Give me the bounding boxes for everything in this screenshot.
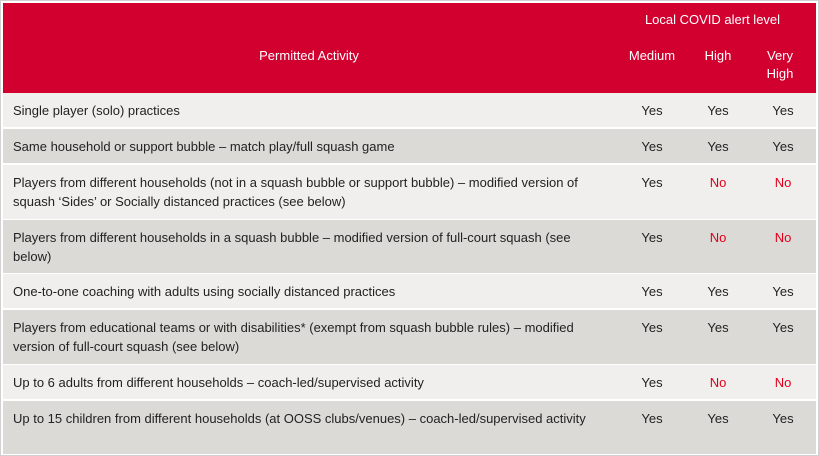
activity-description: Up to 6 adults from different households – coach-led/supervised activity — [13, 375, 424, 390]
medium-value: Yes — [641, 375, 663, 390]
very-high-value: Yes — [772, 139, 794, 154]
table-header — [3, 3, 816, 93]
high-value: No — [709, 375, 727, 390]
level-medium-heading: Medium — [628, 48, 676, 63]
table-row — [3, 401, 816, 454]
high-value: Yes — [707, 320, 729, 335]
activity-description: Players from different households in a squash bubble – modified version of full-court squash (see below) — [13, 230, 571, 264]
very-high-value: No — [774, 230, 792, 245]
activity-description: Single player (solo) practices — [13, 103, 180, 118]
very-high-value: Yes — [772, 320, 794, 335]
very-high-value: No — [774, 175, 792, 190]
table-row — [3, 93, 816, 127]
medium-value: Yes — [641, 284, 663, 299]
medium-value: Yes — [641, 175, 663, 190]
table-row — [3, 220, 816, 273]
high-value: Yes — [707, 139, 729, 154]
activity-description: One-to-one coaching with adults using socially distanced practices — [13, 284, 396, 299]
level-high-heading: High — [704, 48, 732, 63]
permitted-activity-heading: Permitted Activity — [259, 48, 359, 63]
high-value: Yes — [707, 411, 729, 426]
high-value: Yes — [707, 103, 729, 118]
high-value: No — [709, 175, 727, 190]
very-high-value: Yes — [772, 284, 794, 299]
alert-level-group-title: Local COVID alert level — [644, 12, 781, 27]
very-high-value: Yes — [772, 103, 794, 118]
table-row — [3, 165, 816, 219]
table-row — [3, 129, 816, 163]
table-row — [3, 365, 816, 399]
medium-value: Yes — [641, 230, 663, 245]
activity-description: Same household or support bubble – match play/full squash game — [13, 139, 395, 154]
high-value: Yes — [707, 284, 729, 299]
table-row — [3, 274, 816, 308]
activity-description: Up to 15 children from different households (at OOSS clubs/venues) – coach-led/supervised activity — [13, 411, 586, 426]
medium-value: Yes — [641, 411, 663, 426]
very-high-value: No — [774, 375, 792, 390]
activity-description: Players from different households (not in a squash bubble or support bubble) – modified version of squash ‘Sides’ or Socially distanced practices (see below) — [13, 175, 578, 209]
activity-description: Players from educational teams or with disabilities* (exempt from squash bubble rules) – modified version of full-court squash (see below) — [13, 320, 574, 354]
medium-value: Yes — [641, 139, 663, 154]
high-value: No — [709, 230, 727, 245]
level-very-high-heading: Very High — [766, 48, 794, 81]
table-row — [3, 310, 816, 364]
medium-value: Yes — [641, 320, 663, 335]
medium-value: Yes — [641, 103, 663, 118]
very-high-value: Yes — [772, 411, 794, 426]
